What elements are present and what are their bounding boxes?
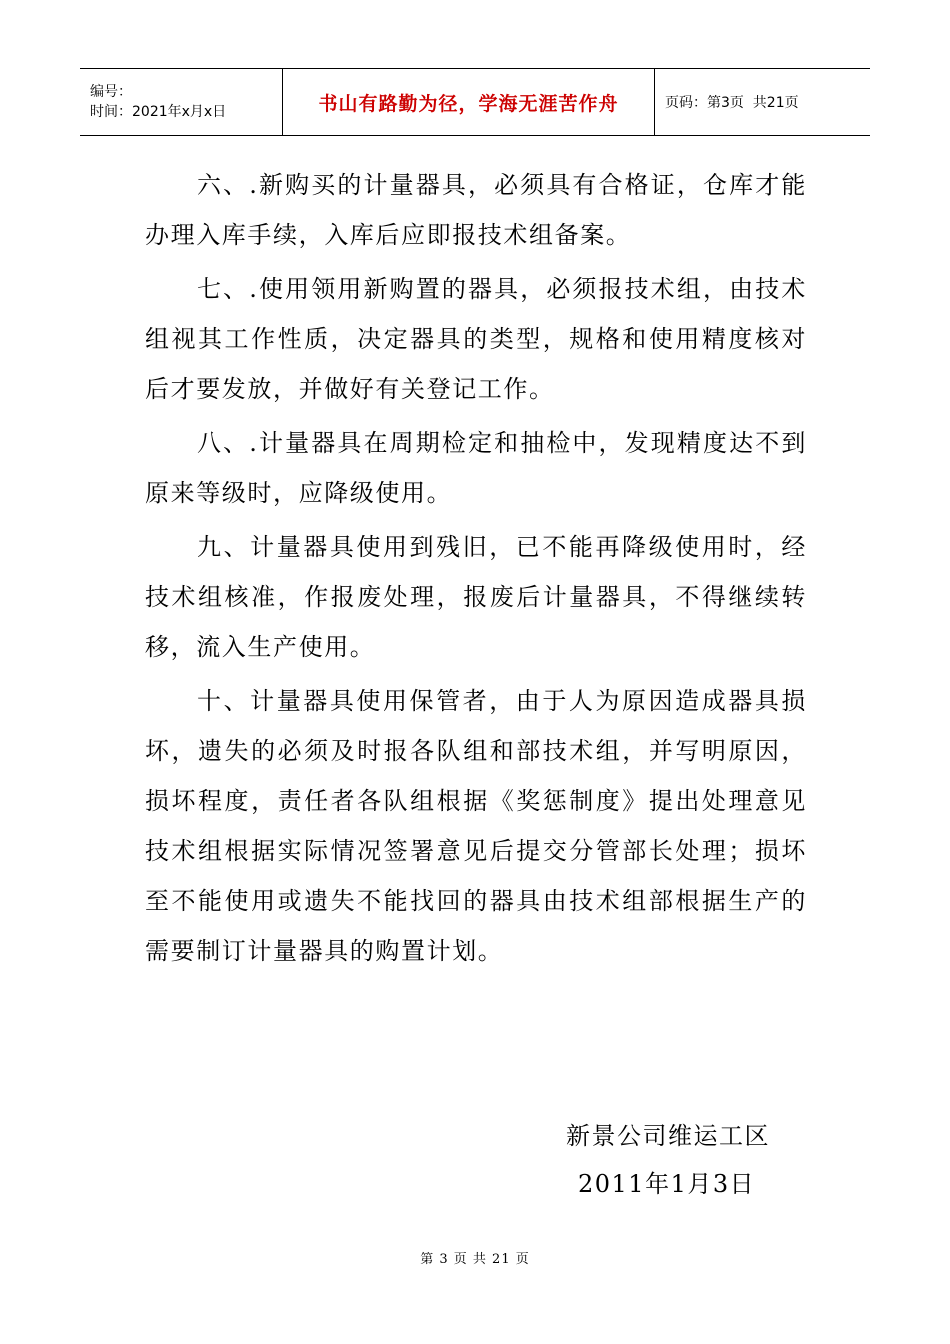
header-page-info: 页码：第3页 共21页 <box>665 95 799 111</box>
signature-organization: 新景公司维运工区 <box>566 1122 770 1150</box>
paragraph-8: 八、.计量器具在周期检定和抽检中，发现精度达不到原来等级时，应降级使用。 <box>145 429 807 507</box>
document-time-label: 时间：2021年x月x日 <box>90 104 227 120</box>
header-motto: 书山有路勤为径，学海无涯苦作舟 <box>282 69 655 135</box>
document-body <box>145 160 807 980</box>
header-meta-cell <box>80 69 282 135</box>
document-number-label: 编号： <box>90 84 132 100</box>
paragraph-7: 七、.使用领用新购置的器具，必须报技术组，由技术组视其工作性质，决定器具的类型，规格和使用精度核对后才要发放，并做好有关登记工作。 <box>145 275 807 403</box>
paragraph-10: 十、计量器具使用保管者，由于人为原因造成器具损坏，遗失的必须及时报各队组和部技术组，并写明原因，损坏程度，责任者各队组根据《奖惩制度》提出处理意见技术组根据实际情况签署意见后提交分管部长处理；损坏至不能使用或遗失不能找回的器具由技术组部根据生产的需要制订计量器具的购置计划。 <box>145 687 807 965</box>
paragraph-9: 九、计量器具使用到残旧，已不能再降级使用时，经技术组核准，作报废处理，报废后计量器具，不得继续转移，流入生产使用。 <box>145 533 807 661</box>
page-footer: 第 3 页 共 21 页 <box>420 1252 530 1267</box>
paragraph-6: 六、.新购买的计量器具，必须具有合格证，仓库才能办理入库手续，入库后应即报技术组备案。 <box>145 171 807 249</box>
signature-date: 2011年1月3日 <box>578 1170 756 1198</box>
document-header <box>80 68 870 136</box>
